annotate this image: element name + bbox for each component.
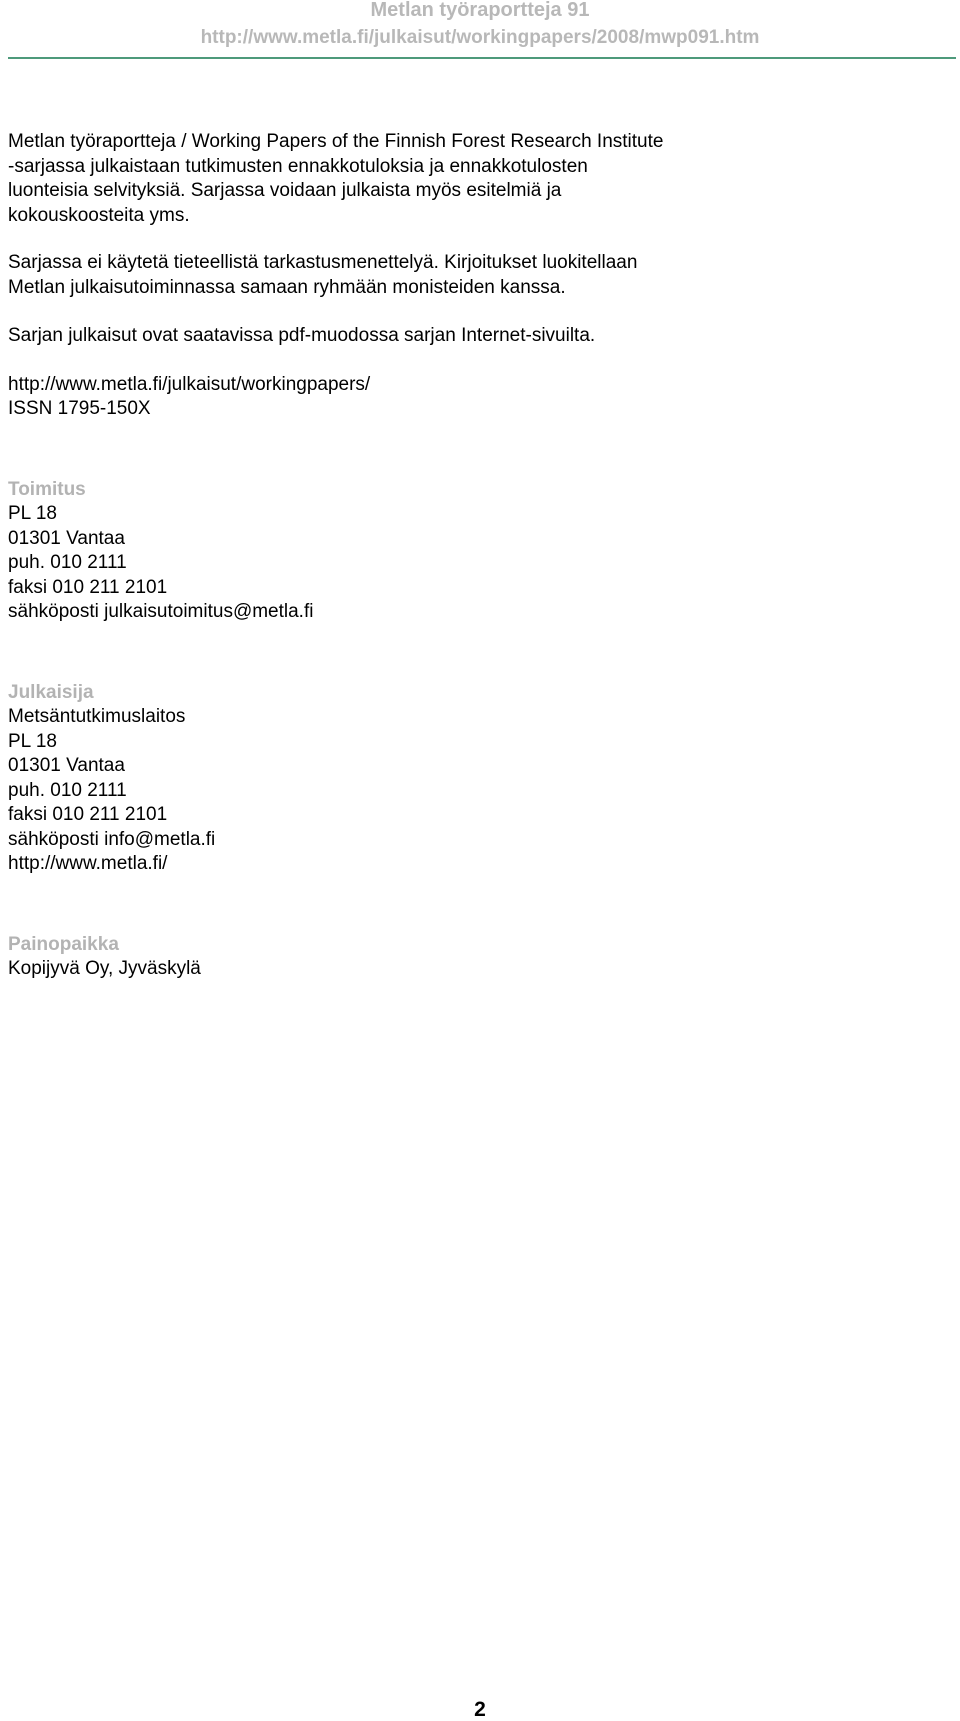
publisher-line: puh. 010 2111 [8, 779, 127, 801]
printing-line: Kopijyvä Oy, Jyväskylä [8, 958, 201, 979]
document-body [8, 130, 938, 982]
intro-paragraph [8, 130, 938, 228]
series-info [8, 373, 938, 422]
review-paragraph [8, 251, 938, 300]
review-line: Metlan julkaisutoiminnassa samaan ryhmään monisteiden kanssa. [8, 276, 566, 298]
publisher-line: 01301 Vantaa [8, 755, 125, 776]
publisher-email[interactable]: sähköposti info@metla.fi [8, 828, 216, 850]
intro-line: Metlan työraportteja / Working Papers of the Finnish Forest Research Institute [8, 131, 664, 152]
publisher-line: Metsäntutkimuslaitos [8, 706, 186, 727]
issn-text: ISSN 1795-150X [8, 398, 151, 419]
intro-line: kokouskoosteita yms. [8, 204, 190, 226]
publisher-line: PL 18 [8, 730, 57, 752]
publisher-title: Julkaisija [8, 681, 94, 703]
availability-line: Sarjan julkaisut ovat saatavissa pdf-muodossa sarjan Internet-sivuilta. [8, 325, 596, 346]
editorial-section [8, 478, 938, 625]
printing-section [8, 933, 938, 982]
editorial-line: puh. 010 2111 [8, 552, 127, 573]
availability-paragraph [8, 324, 938, 349]
series-url[interactable]: http://www.metla.fi/julkaisut/workingpapers/2008/mwp091.htm [200, 27, 760, 48]
intro-line: luonteisia selvityksiä. Sarjassa voidaan julkaista myös esitelmiä ja [8, 180, 562, 201]
editorial-line: faksi 010 211 2101 [8, 576, 168, 598]
publisher-line: faksi 010 211 2101 [8, 804, 168, 825]
publisher-section [8, 681, 938, 877]
printing-title: Painopaikka [8, 933, 119, 955]
editorial-line: PL 18 [8, 503, 57, 524]
editorial-email[interactable]: sähköposti julkaisutoimitus@metla.fi [8, 601, 314, 622]
series-title: Metlan työraportteja 91 [370, 0, 590, 21]
editorial-line: 01301 Vantaa [8, 527, 125, 549]
review-line: Sarjassa ei käytetä tieteellistä tarkastusmenettelyä. Kirjoitukset luokitellaan [8, 252, 638, 273]
series-link[interactable]: http://www.metla.fi/julkaisut/workingpapers/ [8, 373, 371, 395]
editorial-title: Toimitus [8, 478, 86, 500]
page-number: 2 [474, 1698, 486, 1721]
intro-line: -sarjassa julkaistaan tutkimusten ennakkotuloksia ja ennakkotulosten [8, 155, 588, 177]
publisher-website[interactable]: http://www.metla.fi/ [8, 853, 168, 874]
header-divider [8, 57, 956, 59]
